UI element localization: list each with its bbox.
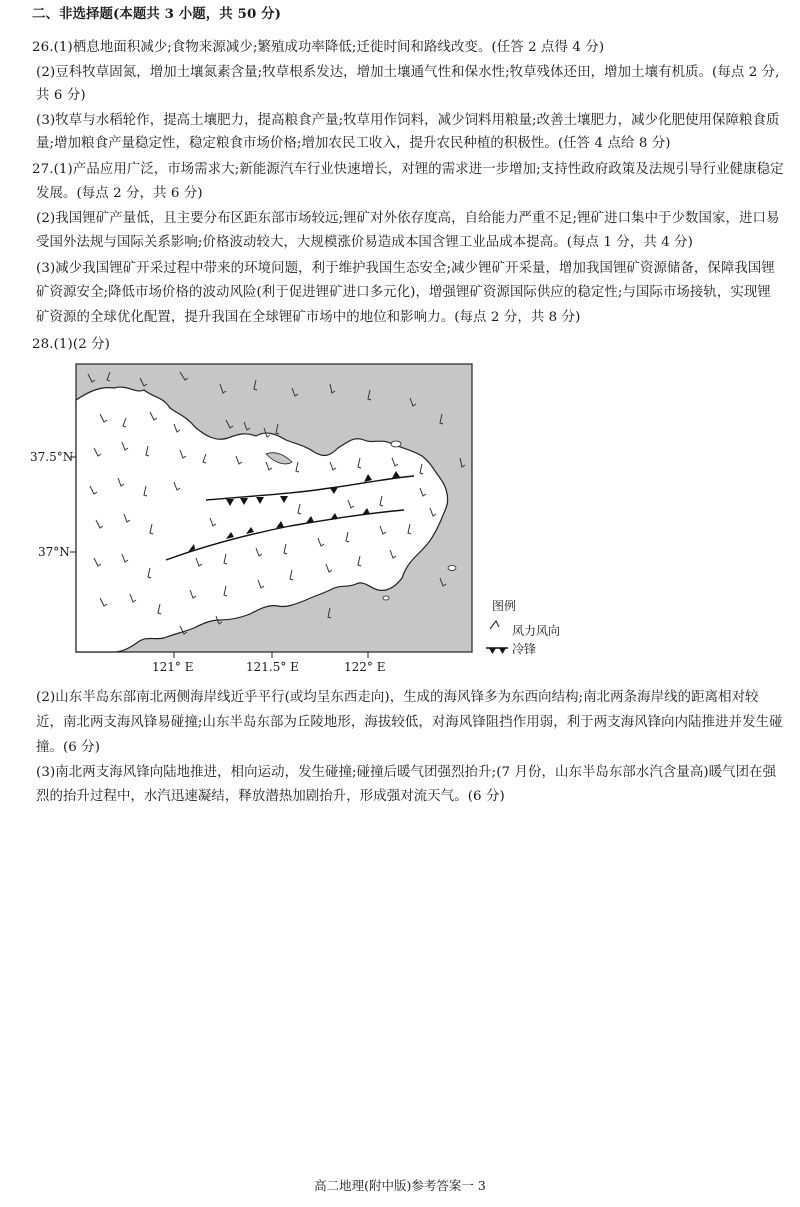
q28-part2-line2: 近，南北两支海风锋易碰撞;山东半岛东部为丘陵地形，海拔较低，对海风锋阻挡作用弱，利于两支海风锋向内陆推进并发生碰 <box>36 715 783 730</box>
q26-part2-line2: 共 6 分) <box>36 88 86 103</box>
q26-part3-line1: (3)牧草与水稻轮作，提高土壤肥力，提高粮食产量;牧草用作饲料，减少饲料用粮量;改善土壤肥力，减少化肥使用保障粮食质 <box>36 113 780 128</box>
lon-label-121: 121° E <box>152 660 194 674</box>
q26-part2-line1: (2)豆科牧草固氮，增加土壤氮素含量;牧草根系发达，增加土壤通气性和保水性;牧草残体还田，增加土壤有机质。(每点 2 分, <box>36 65 780 80</box>
section-heading <box>32 6 788 23</box>
q26-part1: 26.(1)栖息地面积减少;食物来源减少;繁殖成功率降低;迁徙时间和路线改变。(任答 2 点得 4 分) <box>32 40 605 55</box>
q27-part3-line1: (3)减少我国锂矿开采过程中带来的环境问题，利于维护我国生态安全;减少锂矿开采量，增加我国锂矿资源储备，保障我国锂 <box>36 261 775 276</box>
island <box>448 566 456 571</box>
lat-label-37: 37°N <box>38 545 70 559</box>
lon-label-121-5: 121.5° E <box>246 660 299 674</box>
q28-part3-line1: (3)南北两支海风锋向陆地推进，相向运动，发生碰撞;碰撞后暖气团强烈抬升;(7 月份，山东半岛东部水汽含量高)暖气团在强 <box>36 765 777 780</box>
q27-part2-line2: 受国外法规与国际关系影响;价格波动较大，大规模涨价易造成本国含锂工业品成本提高。(每点 1 分，共 4 分) <box>36 235 693 250</box>
page-footer: 高二地理(附中版)参考答案一 3 <box>314 1178 486 1193</box>
q27-part2-line1: (2)我国锂矿产量低，且主要分布区距东部市场较远;锂矿对外依存度高，自给能力严重不足;锂矿进口集中于少数国家，进口易 <box>36 211 780 226</box>
section-title: 二、非选择题 <box>32 6 113 22</box>
lon-label-122: 122° E <box>344 660 386 674</box>
section-note: (本题共 3 小题，共 50 分) <box>112 6 282 22</box>
q27-part1-line1: 27.(1)产品应用广泛，市场需求大;新能源汽车行业快速增长，对锂的需求进一步增加;支持性政府政策及法规引导行业健康稳定 <box>32 162 784 177</box>
q26-part3-line2: 量;增加粮食产量稳定性，稳定粮食市场价格;增加农民工收入，提升农民种植的积极性。(任答 4 点给 8 分) <box>36 136 671 151</box>
q28-part3-line2: 烈的抬升过程中，水汽迅速凝结，释放潜热加剧抬升，形成强对流天气。(6 分) <box>36 789 505 804</box>
legend-front-symbol <box>486 648 508 654</box>
legend-front-label: 冷锋 <box>512 642 537 656</box>
island <box>383 596 389 600</box>
sea-breeze-front-map <box>30 358 630 688</box>
q28-part1: 28.(1)(2 分) <box>32 337 110 352</box>
legend-wind-symbol <box>490 621 499 629</box>
q27-part3-line2: 矿资源安全;降低市场价格的波动风险(利于促进锂矿进口多元化)，增强锂矿资源国际供应的稳定性;与国际市场接轨，实现锂 <box>36 285 771 300</box>
legend-wind-label: 风力风向 <box>512 624 561 638</box>
q27-part3-line3: 矿资源的全球优化配置，提升我国在全球锂矿市场中的地位和影响力。(每点 2 分，共 8 分) <box>36 310 581 325</box>
island <box>391 441 401 447</box>
q28-part2-line3: 撞。(6 分) <box>36 740 101 755</box>
q27-part1-line2: 发展。(每点 2 分，共 6 分) <box>36 186 203 201</box>
lat-label-37-5: 37.5°N <box>30 450 74 464</box>
legend-title: 图例 <box>492 599 517 613</box>
q28-part2-line1: (2)山东半岛东部南北两侧海岸线近乎平行(或均呈东西走向)，生成的海风锋多为东西向结构;南北两条海岸线的距离相对较 <box>36 690 759 705</box>
